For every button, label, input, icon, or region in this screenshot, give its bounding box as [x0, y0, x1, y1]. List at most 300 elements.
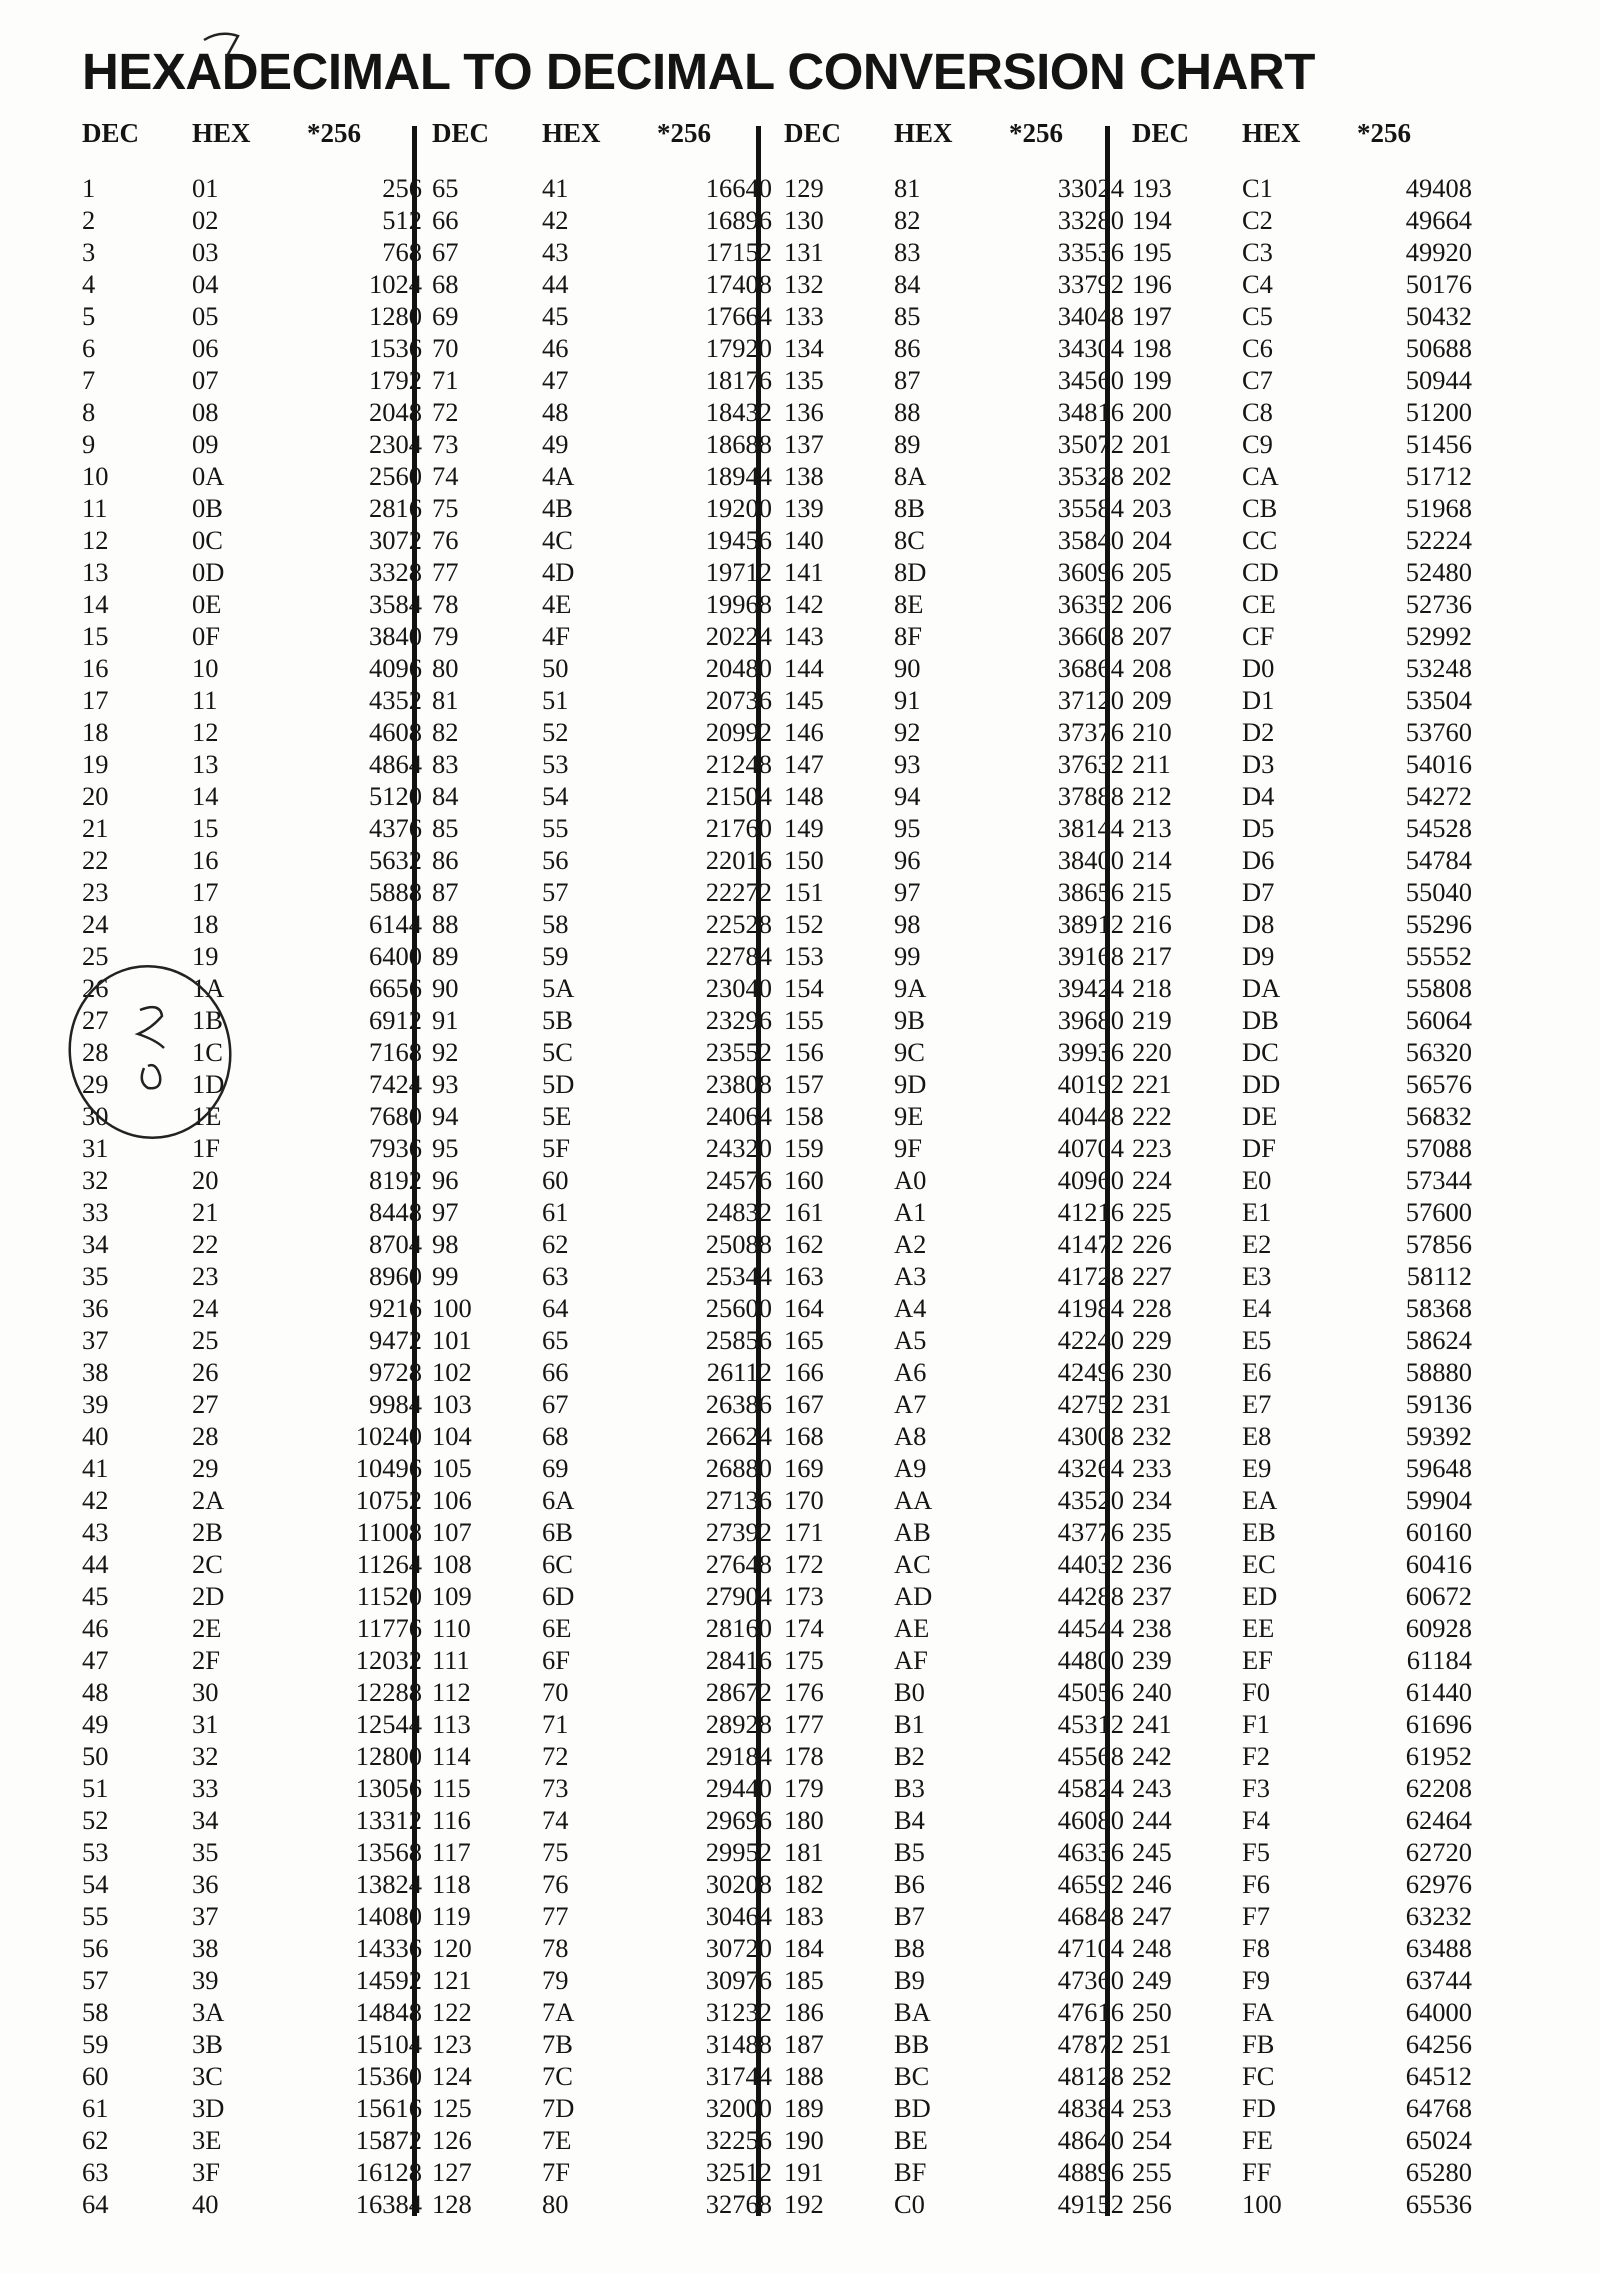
dec-value: 194 [1132, 205, 1172, 235]
hex-value: AC [894, 1549, 931, 1579]
hex-value: 4F [542, 621, 570, 651]
table-row [432, 1324, 772, 1356]
dec-value: 117 [432, 1837, 471, 1867]
dec-value: 120 [432, 1933, 472, 1963]
table-row [432, 1196, 772, 1228]
times-256-value: 49664 [1405, 205, 1472, 235]
hex-value: 20 [192, 1165, 219, 1195]
times-256-value: 37632 [1057, 749, 1124, 779]
times-256-value: 34816 [1057, 397, 1124, 427]
hex-value: AA [894, 1485, 933, 1515]
dec-value: 84 [432, 781, 459, 811]
hex-value: 26 [192, 1357, 219, 1387]
hex-value: 0E [192, 589, 222, 619]
hex-value: 3C [192, 2061, 223, 2091]
hex-value: D3 [1242, 749, 1275, 779]
times-256-value: 24576 [705, 1165, 772, 1195]
times-256-value: 28928 [705, 1709, 772, 1739]
times-256-value: 52480 [1405, 557, 1472, 587]
dec-value: 38 [82, 1357, 109, 1387]
table-row [1132, 1996, 1472, 2028]
table-row [432, 1836, 772, 1868]
table-row [432, 940, 772, 972]
table-row [784, 1292, 1124, 1324]
dec-value: 48 [82, 1677, 109, 1707]
times-256-value: 3072 [369, 525, 422, 555]
table-row [82, 1260, 422, 1292]
dec-value: 255 [1132, 2157, 1172, 2187]
dec-value: 67 [432, 237, 459, 267]
dec-value: 251 [1132, 2029, 1172, 2059]
table-row [82, 1964, 422, 1996]
times-256-value: 54016 [1405, 749, 1472, 779]
dec-value: 239 [1132, 1645, 1172, 1675]
hex-value: 91 [894, 685, 921, 715]
hex-value: 18 [192, 909, 219, 939]
times-256-value: 61440 [1405, 1677, 1472, 1707]
times-256-value: 59904 [1405, 1485, 1472, 1515]
times-256-value: 25088 [705, 1229, 772, 1259]
dec-value: 59 [82, 2029, 109, 2059]
dec-value: 52 [82, 1805, 109, 1835]
dec-value: 65 [432, 173, 459, 203]
times-256-value: 35072 [1057, 429, 1124, 459]
hex-value: 5A [542, 973, 575, 1003]
hex-value: 29 [192, 1453, 219, 1483]
dec-value: 35 [82, 1261, 109, 1291]
hex-value: 5E [542, 1101, 572, 1131]
times-256-value: 256 [382, 173, 422, 203]
hex-value: 67 [542, 1389, 569, 1419]
hex-value: 24 [192, 1293, 219, 1323]
hex-value: 28 [192, 1421, 219, 1451]
hex-value: 33 [192, 1773, 219, 1803]
table-row [432, 2188, 772, 2220]
table-row [432, 1580, 772, 1612]
times-256-value: 24832 [705, 1197, 772, 1227]
times-256-value: 41472 [1057, 1229, 1124, 1259]
times-256-value: 36096 [1057, 557, 1124, 587]
dec-value: 232 [1132, 1421, 1172, 1451]
dec-header: DEC [784, 118, 842, 148]
table-row [82, 556, 422, 588]
times-256-value: 36608 [1057, 621, 1124, 651]
table-row [82, 332, 422, 364]
hex-value: 64 [542, 1293, 569, 1323]
hex-value: 98 [894, 909, 921, 939]
times-256-value: 33024 [1057, 173, 1124, 203]
dec-value: 189 [784, 2093, 824, 2123]
table-row [82, 428, 422, 460]
dec-value: 238 [1132, 1613, 1172, 1643]
hex-value: C8 [1242, 397, 1273, 427]
times-256-value: 31744 [705, 2061, 772, 2091]
times-256-value: 43520 [1057, 1485, 1124, 1515]
dec-value: 16 [82, 653, 109, 683]
table-row [432, 1932, 772, 1964]
table-row [1132, 492, 1472, 524]
dec-value: 47 [82, 1645, 109, 1675]
times-256-value: 4096 [369, 653, 422, 683]
dec-value: 230 [1132, 1357, 1172, 1387]
hex-value: 65 [542, 1325, 569, 1355]
table-row [82, 1420, 422, 1452]
dec-value: 115 [432, 1773, 471, 1803]
hex-value: D9 [1242, 941, 1275, 971]
table-row [82, 460, 422, 492]
hex-value: 85 [894, 301, 921, 331]
times-256-value: 512 [382, 205, 422, 235]
table-row [432, 236, 772, 268]
dec-value: 150 [784, 845, 824, 875]
dec-value: 130 [784, 205, 824, 235]
dec-value: 235 [1132, 1517, 1172, 1547]
table-row [1132, 620, 1472, 652]
table-row [432, 812, 772, 844]
times-256-value: 11520 [356, 1581, 422, 1611]
table-row [784, 428, 1124, 460]
table-row [82, 396, 422, 428]
table-row [432, 1292, 772, 1324]
dec-value: 21 [82, 813, 109, 843]
times-256-value: 25600 [705, 1293, 772, 1323]
dec-value: 248 [1132, 1933, 1172, 1963]
dec-value: 34 [82, 1229, 109, 1259]
times-256-value: 29696 [705, 1805, 772, 1835]
times-256-value: 38912 [1057, 909, 1124, 939]
table-row [784, 1420, 1124, 1452]
times-256-value: 65280 [1405, 2157, 1472, 2187]
times-256-value: 5120 [369, 781, 422, 811]
hex-value: 8E [894, 589, 924, 619]
hex-value: 41 [542, 173, 569, 203]
table-row [784, 1196, 1124, 1228]
dec-value: 40 [82, 1421, 109, 1451]
hex-value: 60 [542, 1165, 569, 1195]
dec-value: 108 [432, 1549, 472, 1579]
table-row [784, 844, 1124, 876]
times-256-value: 1024 [369, 269, 422, 299]
hex-value: 77 [542, 1901, 569, 1931]
dec-value: 110 [432, 1613, 471, 1643]
times-256-value: 16128 [355, 2157, 422, 2187]
table-row [784, 1964, 1124, 1996]
dec-value: 91 [432, 1005, 459, 1035]
table-row [432, 268, 772, 300]
dec-value: 1 [82, 173, 96, 203]
hex-value: 89 [894, 429, 921, 459]
table-row [432, 1420, 772, 1452]
table-row [82, 300, 422, 332]
table-row [82, 2156, 422, 2188]
table-row [1132, 940, 1472, 972]
hex-value: AE [894, 1613, 930, 1643]
table-row [432, 588, 772, 620]
times-256-value: 52224 [1405, 525, 1472, 555]
hex-value: 47 [542, 365, 569, 395]
times-256-value: 57856 [1405, 1229, 1472, 1259]
times-256-value: 46592 [1057, 1869, 1124, 1899]
times-256-value: 23040 [705, 973, 772, 1003]
table-row [432, 1484, 772, 1516]
dec-value: 49 [82, 1709, 109, 1739]
hex-value: 4B [542, 493, 573, 523]
hex-value: 01 [192, 173, 219, 203]
hex-value: 97 [894, 877, 921, 907]
hex-value: 5C [542, 1037, 573, 1067]
dec-value: 136 [784, 397, 824, 427]
table-row [784, 1228, 1124, 1260]
hex-value: C1 [1242, 173, 1273, 203]
dec-value: 23 [82, 877, 109, 907]
dec-value: 64 [82, 2189, 109, 2219]
table-row [82, 1932, 422, 1964]
table-row [82, 1676, 422, 1708]
hex-value: 95 [894, 813, 921, 843]
table-row [432, 396, 772, 428]
hex-value: E0 [1242, 1165, 1272, 1195]
times-256-value: 21504 [705, 781, 772, 811]
times-256-value: 58368 [1405, 1293, 1472, 1323]
dec-value: 61 [82, 2093, 109, 2123]
table-row [1132, 1580, 1472, 1612]
dec-value: 178 [784, 1741, 824, 1771]
table-row [1132, 1772, 1472, 1804]
table-row [784, 2028, 1124, 2060]
times-256-value: 11776 [356, 1613, 422, 1643]
dec-value: 60 [82, 2061, 109, 2091]
hex-value: 68 [542, 1421, 569, 1451]
table-row [82, 172, 422, 204]
times-256-value: 42496 [1057, 1357, 1124, 1387]
dec-value: 149 [784, 813, 824, 843]
times-256-value: 1792 [369, 365, 422, 395]
dec-value: 173 [784, 1581, 824, 1611]
times-256-value: 27392 [705, 1517, 772, 1547]
hex-value: AD [894, 1581, 933, 1611]
hex-value: D7 [1242, 877, 1275, 907]
dec-value: 145 [784, 685, 824, 715]
hex-value: D0 [1242, 653, 1275, 683]
hex-value: E4 [1242, 1293, 1272, 1323]
table-row [432, 1644, 772, 1676]
dec-value: 148 [784, 781, 824, 811]
dec-value: 24 [82, 909, 109, 939]
hex-value: B2 [894, 1741, 925, 1771]
times-256-value: 12800 [355, 1741, 422, 1771]
dec-value: 185 [784, 1965, 824, 1995]
hex-value: 62 [542, 1229, 569, 1259]
dec-value: 114 [432, 1741, 471, 1771]
table-row [82, 652, 422, 684]
times-256-value: 22784 [705, 941, 772, 971]
times-256-value: 23552 [705, 1037, 772, 1067]
hex-value: 6C [542, 1549, 573, 1579]
hex-value: E5 [1242, 1325, 1272, 1355]
dec-value: 63 [82, 2157, 109, 2187]
dec-value: 129 [784, 173, 824, 203]
dec-value: 174 [784, 1613, 824, 1643]
dec-value: 14 [82, 589, 109, 619]
times-256-value: 64768 [1405, 2093, 1472, 2123]
dec-value: 8 [82, 397, 96, 427]
hex-value: E6 [1242, 1357, 1272, 1387]
hex-value: B5 [894, 1837, 925, 1867]
dec-value: 58 [82, 1997, 109, 2027]
dec-value: 55 [82, 1901, 109, 1931]
times-256-value: 26386 [705, 1389, 772, 1419]
hex-value: 38 [192, 1933, 219, 1963]
dec-value: 213 [1132, 813, 1172, 843]
dec-value: 207 [1132, 621, 1172, 651]
hex-value: 75 [542, 1837, 569, 1867]
table-row [784, 652, 1124, 684]
times-256-value: 48384 [1057, 2093, 1124, 2123]
times-256-value: 5888 [369, 877, 422, 907]
dec-value: 100 [432, 1293, 472, 1323]
table-row [1132, 876, 1472, 908]
hex-value: DB [1242, 1005, 1279, 1035]
dec-value: 78 [432, 589, 459, 619]
times-256-value: 22016 [705, 845, 772, 875]
hex-value: 4A [542, 461, 575, 491]
times-256-value: 25856 [705, 1325, 772, 1355]
hex-value: 12 [192, 717, 219, 747]
table-row [784, 1996, 1124, 2028]
dec-value: 4 [82, 269, 96, 299]
times-256-value: 49408 [1405, 173, 1472, 203]
table-row [82, 1324, 422, 1356]
dec-value: 151 [784, 877, 824, 907]
table-row [432, 684, 772, 716]
hex-value: 71 [542, 1709, 569, 1739]
hex-value: 59 [542, 941, 569, 971]
hex-value: 25 [192, 1325, 219, 1355]
dec-value: 139 [784, 493, 824, 523]
table-row [432, 748, 772, 780]
times-256-value: 24064 [705, 1101, 772, 1131]
hex-value: 80 [542, 2189, 569, 2219]
table-row [784, 940, 1124, 972]
times-256-value: 32512 [705, 2157, 772, 2187]
table-row [1132, 1004, 1472, 1036]
dec-value: 202 [1132, 461, 1172, 491]
table-row [432, 2028, 772, 2060]
times-256-value: 7168 [369, 1037, 422, 1067]
hex-value: 03 [192, 237, 219, 267]
dec-value: 88 [432, 909, 459, 939]
hex-value: 52 [542, 717, 569, 747]
table-row [784, 1836, 1124, 1868]
dec-value: 56 [82, 1933, 109, 1963]
hex-value: 1F [192, 1133, 220, 1163]
table-row [432, 844, 772, 876]
times-256-value: 22272 [705, 877, 772, 907]
table-row [784, 1900, 1124, 1932]
times-256-value: 28672 [705, 1677, 772, 1707]
dec-value: 44 [82, 1549, 109, 1579]
dec-value: 253 [1132, 2093, 1172, 2123]
times-256-value: 39168 [1057, 941, 1124, 971]
table-row [1132, 1420, 1472, 1452]
times-256-value: 23296 [705, 1005, 772, 1035]
times-256-value: 6400 [369, 941, 422, 971]
table-row [82, 1996, 422, 2028]
times-256-value: 8704 [369, 1229, 422, 1259]
table-row [784, 620, 1124, 652]
dec-value: 166 [784, 1357, 824, 1387]
table-row [784, 460, 1124, 492]
hex-value: 87 [894, 365, 921, 395]
table-row [1132, 396, 1472, 428]
table-row [82, 364, 422, 396]
hex-value: 7B [542, 2029, 573, 2059]
dec-value: 9 [82, 429, 96, 459]
hex-value: BF [894, 2157, 927, 2187]
times-256-value: 24320 [705, 1133, 772, 1163]
dec-value: 172 [784, 1549, 824, 1579]
dec-value: 99 [432, 1261, 459, 1291]
dec-value: 208 [1132, 653, 1172, 683]
hex-value: 58 [542, 909, 569, 939]
hex-value: D6 [1242, 845, 1275, 875]
dec-value: 122 [432, 1997, 472, 2027]
times-256-value: 38400 [1057, 845, 1124, 875]
table-row [82, 876, 422, 908]
table-row [432, 652, 772, 684]
hex-value: CB [1242, 493, 1278, 523]
table-row [1132, 2156, 1472, 2188]
hex-value: 9F [894, 1133, 922, 1163]
hex-value: B4 [894, 1805, 925, 1835]
hex-value: A6 [894, 1357, 927, 1387]
table-row [784, 716, 1124, 748]
times-256-value: 15104 [355, 2029, 422, 2059]
table-row [784, 1260, 1124, 1292]
times-256-value: 64000 [1405, 1997, 1472, 2027]
dec-value: 54 [82, 1869, 109, 1899]
times-256-value: 47104 [1057, 1933, 1124, 1963]
dec-value: 179 [784, 1773, 824, 1803]
dec-value: 198 [1132, 333, 1172, 363]
hex-value: 1E [192, 1101, 222, 1131]
hex-value: F4 [1242, 1805, 1270, 1835]
table-row [82, 204, 422, 236]
table-row [432, 1164, 772, 1196]
table-row [1132, 780, 1472, 812]
hex-value: E7 [1242, 1389, 1272, 1419]
table-row [432, 1068, 772, 1100]
table-row [432, 300, 772, 332]
table-row [784, 1132, 1124, 1164]
hex-value: AB [894, 1517, 931, 1547]
table-row [432, 1996, 772, 2028]
dec-value: 154 [784, 973, 824, 1003]
table-row [784, 1484, 1124, 1516]
table-row [784, 684, 1124, 716]
dec-value: 199 [1132, 365, 1172, 395]
table-row [82, 1484, 422, 1516]
dec-value: 167 [784, 1389, 824, 1419]
table-row [784, 1004, 1124, 1036]
times-256-header: *256 [1357, 118, 1411, 148]
dec-value: 205 [1132, 557, 1172, 587]
table-row [82, 748, 422, 780]
table-row [432, 524, 772, 556]
times-256-value: 56832 [1405, 1101, 1472, 1131]
hex-value: F3 [1242, 1773, 1270, 1803]
dec-value: 195 [1132, 237, 1172, 267]
